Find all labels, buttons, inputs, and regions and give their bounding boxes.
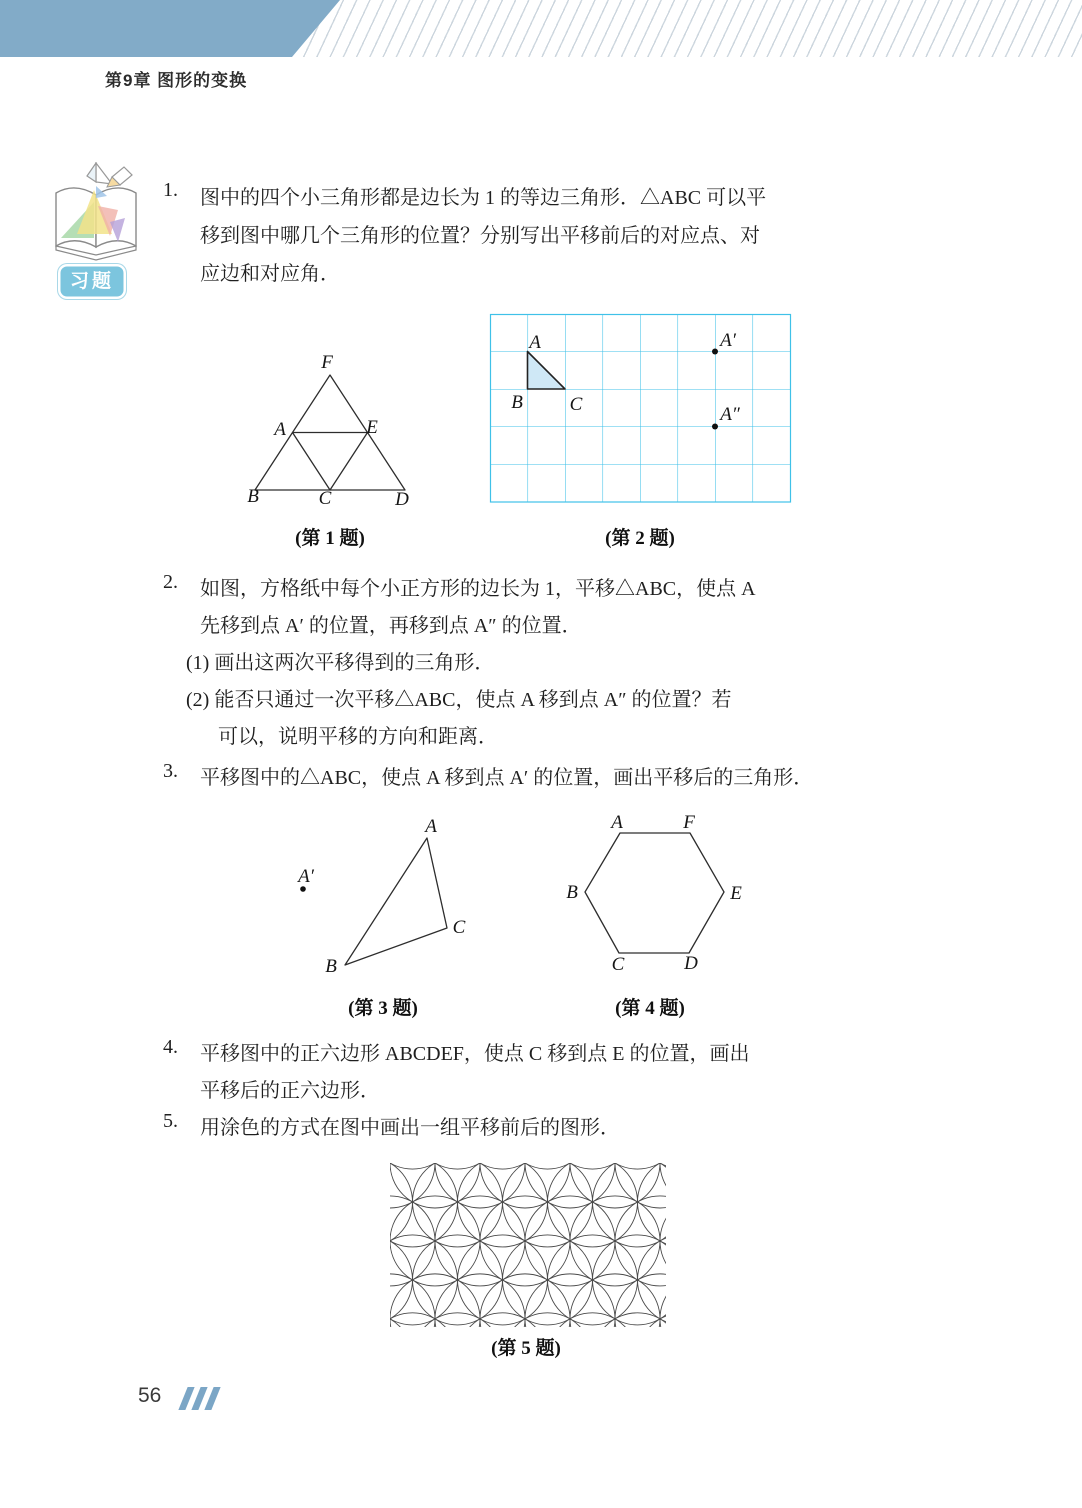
problem-5 (163, 1110, 893, 1147)
vertex-label-F: F (321, 352, 333, 373)
vertex-label-B: B (247, 486, 259, 507)
vertex-label-A: A (274, 419, 286, 440)
problem-line: 先移到点 A′ 的位置，再移到点 A″ 的位置． (200, 615, 582, 637)
vertex-label-B: B (325, 956, 337, 977)
problem-number: 2. (163, 571, 178, 593)
vertex-label-E: E (366, 417, 378, 438)
vertex-label-B: B (566, 882, 578, 903)
figure-3-triangle (295, 816, 475, 980)
problem-line: 如图，方格纸中每个小正方形的边长为 1，平移△ABC，使点 A (200, 578, 756, 600)
problem-line: 可以，说明平移的方向和距离． (218, 726, 498, 748)
figure-5-flower-pattern (390, 1163, 666, 1327)
vertex-label-B: B (511, 392, 523, 413)
problem-line: 用涂色的方式在图中画出一组平移前后的图形． (200, 1117, 620, 1139)
figure-2-caption: (第 2 题) (605, 528, 675, 549)
vertex-label-C: C (318, 488, 332, 509)
problem-subitem-2: (2) 能否只通过一次平移△ABC，使点 A 移到点 A″ 的位置？若 (186, 689, 732, 711)
problem-2 (163, 571, 893, 756)
vertex-label-D: D (684, 953, 698, 974)
problem-1 (163, 179, 893, 293)
header-banner (0, 0, 1082, 57)
point-label-A-prime: A′ (298, 866, 314, 887)
footer-slashes-icon (183, 1387, 216, 1410)
vertex-label-A: A (425, 816, 437, 837)
vertex-label-A: A (529, 332, 541, 353)
problem-4 (163, 1036, 893, 1110)
problem-number: 3. (163, 760, 178, 782)
problem-number: 5. (163, 1110, 178, 1132)
figure-3-caption: (第 3 题) (348, 998, 418, 1019)
problem-line: 平移后的正六边形． (200, 1080, 380, 1102)
problem-3 (163, 760, 893, 797)
point-label-A-prime: A′ (720, 330, 736, 351)
problem-line: 平移图中的正六边形 ABCDEF，使点 C 移到点 E 的位置，画出 (200, 1043, 750, 1065)
figure-4-caption: (第 4 题) (615, 998, 685, 1019)
blue-banner-block (0, 0, 340, 57)
figure-4-hexagon (566, 812, 742, 975)
problem-line: 图中的四个小三角形都是边长为 1 的等边三角形．△ABC 可以平 (200, 187, 767, 209)
chapter-title: 第9章 图形的变换 (105, 71, 248, 90)
problem-subitem-1: (1) 画出这两次平移得到的三角形． (186, 652, 495, 674)
problem-line: 应边和对应角． (200, 263, 340, 285)
exercises-badge: 习题 (58, 264, 126, 299)
point-label-A-double-prime: A″ (720, 404, 740, 425)
vertex-label-A: A (611, 812, 623, 833)
vertex-label-C: C (569, 394, 583, 415)
figure-1-caption: (第 1 题) (295, 528, 365, 549)
figure-5-caption: (第 5 题) (491, 1338, 561, 1359)
problem-number: 4. (163, 1036, 178, 1058)
vertex-label-F: F (683, 812, 695, 833)
figure-1-triangles (247, 352, 415, 510)
problem-line: 移到图中哪几个三角形的位置？分别写出平移前后的对应点、对 (200, 225, 760, 247)
diagonal-stripes-decoration (250, 0, 1082, 57)
exercises-book-icon (50, 162, 142, 262)
problem-line: 平移图中的△ABC，使点 A 移到点 A′ 的位置，画出平移后的三角形． (200, 767, 814, 789)
page-number: 56 (138, 1384, 162, 1407)
vertex-label-C: C (611, 954, 625, 975)
figure-2-grid (490, 314, 791, 503)
problem-number: 1. (163, 179, 178, 201)
point-A-prime-dot (712, 349, 718, 355)
vertex-label-C: C (452, 917, 466, 938)
vertex-label-E: E (730, 883, 742, 904)
point-A-double-prime-dot (712, 424, 718, 430)
vertex-label-D: D (395, 489, 409, 510)
